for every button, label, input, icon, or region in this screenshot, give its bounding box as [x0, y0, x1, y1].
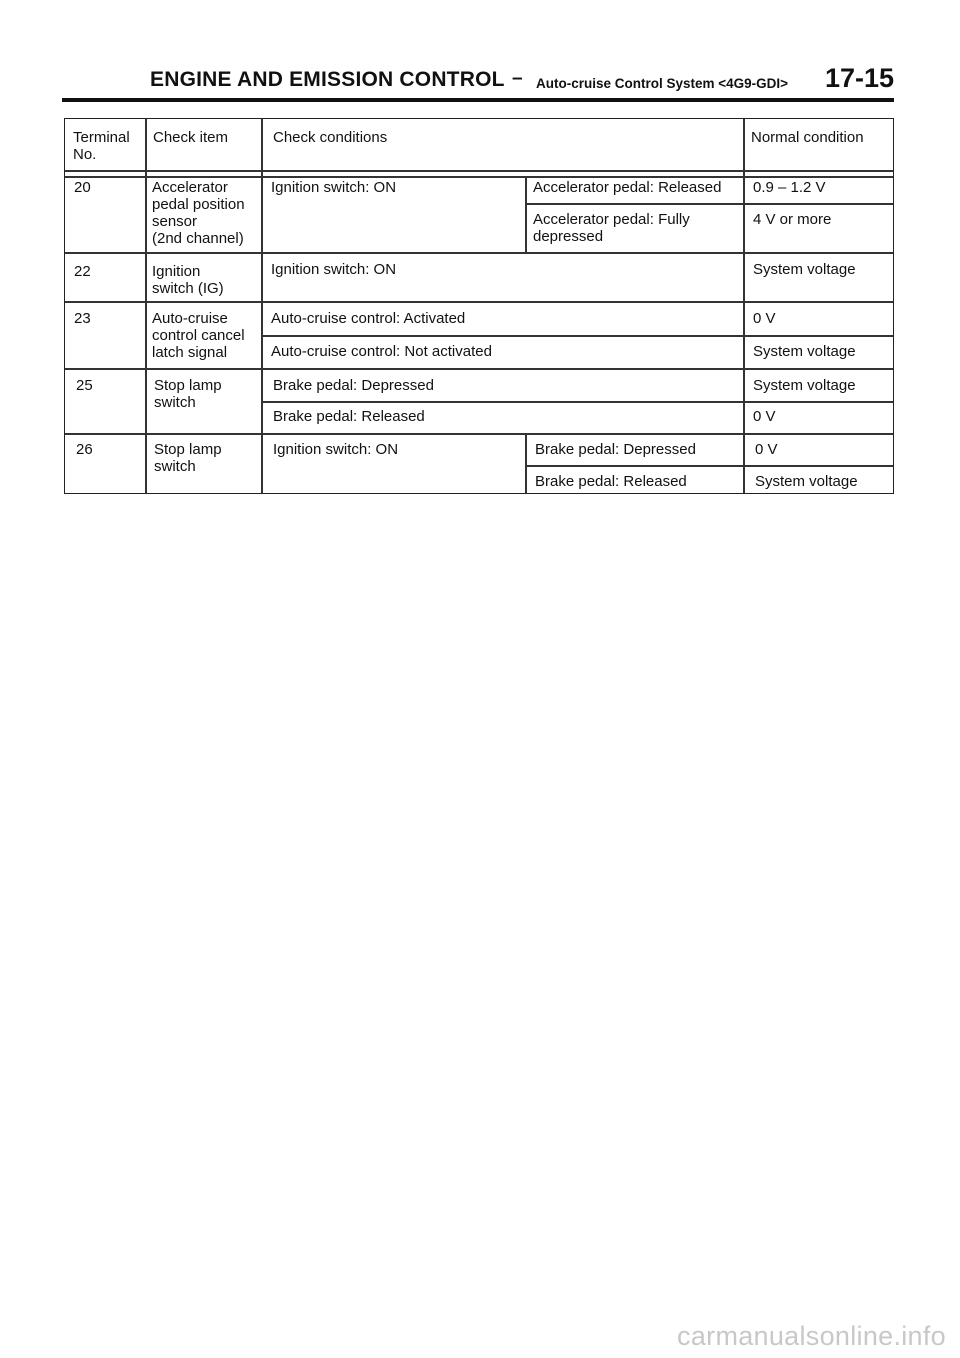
- normal-value: System voltage: [755, 473, 858, 490]
- terminal-number: 26: [76, 441, 93, 458]
- header-normal-condition: Normal condition: [751, 129, 864, 146]
- column-divider: [525, 176, 527, 252]
- sub-row-divider: [261, 335, 893, 337]
- subsection-title: Auto-cruise Control System <4G9-GDI>: [536, 76, 789, 91]
- page-header: [62, 63, 894, 100]
- check-item: Auto-cruise control cancel latch signal: [152, 310, 245, 361]
- title-dash: –: [512, 68, 523, 89]
- sub-row-divider: [525, 203, 893, 205]
- section-title: ENGINE AND EMISSION CONTROL: [150, 68, 505, 91]
- column-divider: [525, 433, 527, 493]
- normal-value: 4 V or more: [753, 211, 832, 228]
- row-divider: [65, 170, 893, 172]
- check-item: Stop lamp switch: [154, 377, 222, 411]
- sub-condition: Brake pedal: Released: [535, 473, 687, 490]
- column-divider: [743, 119, 745, 493]
- check-condition: Brake pedal: Released: [273, 408, 425, 425]
- check-item: Stop lamp switch: [154, 441, 222, 475]
- sub-condition: Accelerator pedal: Released: [533, 179, 722, 196]
- check-item: Ignition switch (IG): [152, 263, 224, 297]
- check-item: Accelerator pedal position sensor (2nd channel): [152, 179, 245, 247]
- header-rule: [62, 98, 894, 102]
- check-condition: Ignition switch: ON: [273, 441, 399, 458]
- terminal-number: 25: [76, 377, 93, 394]
- row-divider: [65, 301, 893, 303]
- column-divider: [261, 119, 263, 493]
- check-condition: Auto-cruise control: Not activated: [271, 343, 492, 360]
- row-divider: [65, 433, 893, 435]
- sub-condition: Accelerator pedal: Fully depressed: [533, 211, 690, 245]
- header-check-conditions: Check conditions: [273, 129, 388, 146]
- sub-condition: Brake pedal: Depressed: [535, 441, 696, 458]
- normal-value: System voltage: [753, 343, 856, 360]
- normal-value: System voltage: [753, 261, 856, 278]
- normal-value: 0 V: [755, 441, 778, 458]
- check-condition: Brake pedal: Depressed: [273, 377, 434, 394]
- row-divider: [65, 176, 893, 178]
- check-condition: Auto-cruise control: Activated: [271, 310, 466, 327]
- column-divider: [145, 119, 147, 493]
- normal-value: 0 V: [753, 310, 776, 327]
- sub-row-divider: [525, 465, 893, 467]
- sub-row-divider: [261, 401, 893, 403]
- row-divider: [65, 252, 893, 254]
- watermark: carmanualsonline.info: [677, 1321, 946, 1351]
- terminal-number: 20: [74, 179, 91, 196]
- header-terminal: Terminal No.: [73, 129, 130, 163]
- row-divider: [65, 368, 893, 370]
- check-table: [64, 118, 894, 494]
- check-condition: Ignition switch: ON: [271, 179, 397, 196]
- check-condition: Ignition switch: ON: [271, 261, 397, 278]
- normal-value: 0.9 – 1.2 V: [753, 179, 826, 196]
- header-check-item: Check item: [153, 129, 229, 146]
- page-number: 17-15: [824, 63, 894, 93]
- normal-value: System voltage: [753, 377, 856, 394]
- normal-value: 0 V: [753, 408, 776, 425]
- terminal-number: 23: [74, 310, 91, 327]
- terminal-number: 22: [74, 263, 91, 280]
